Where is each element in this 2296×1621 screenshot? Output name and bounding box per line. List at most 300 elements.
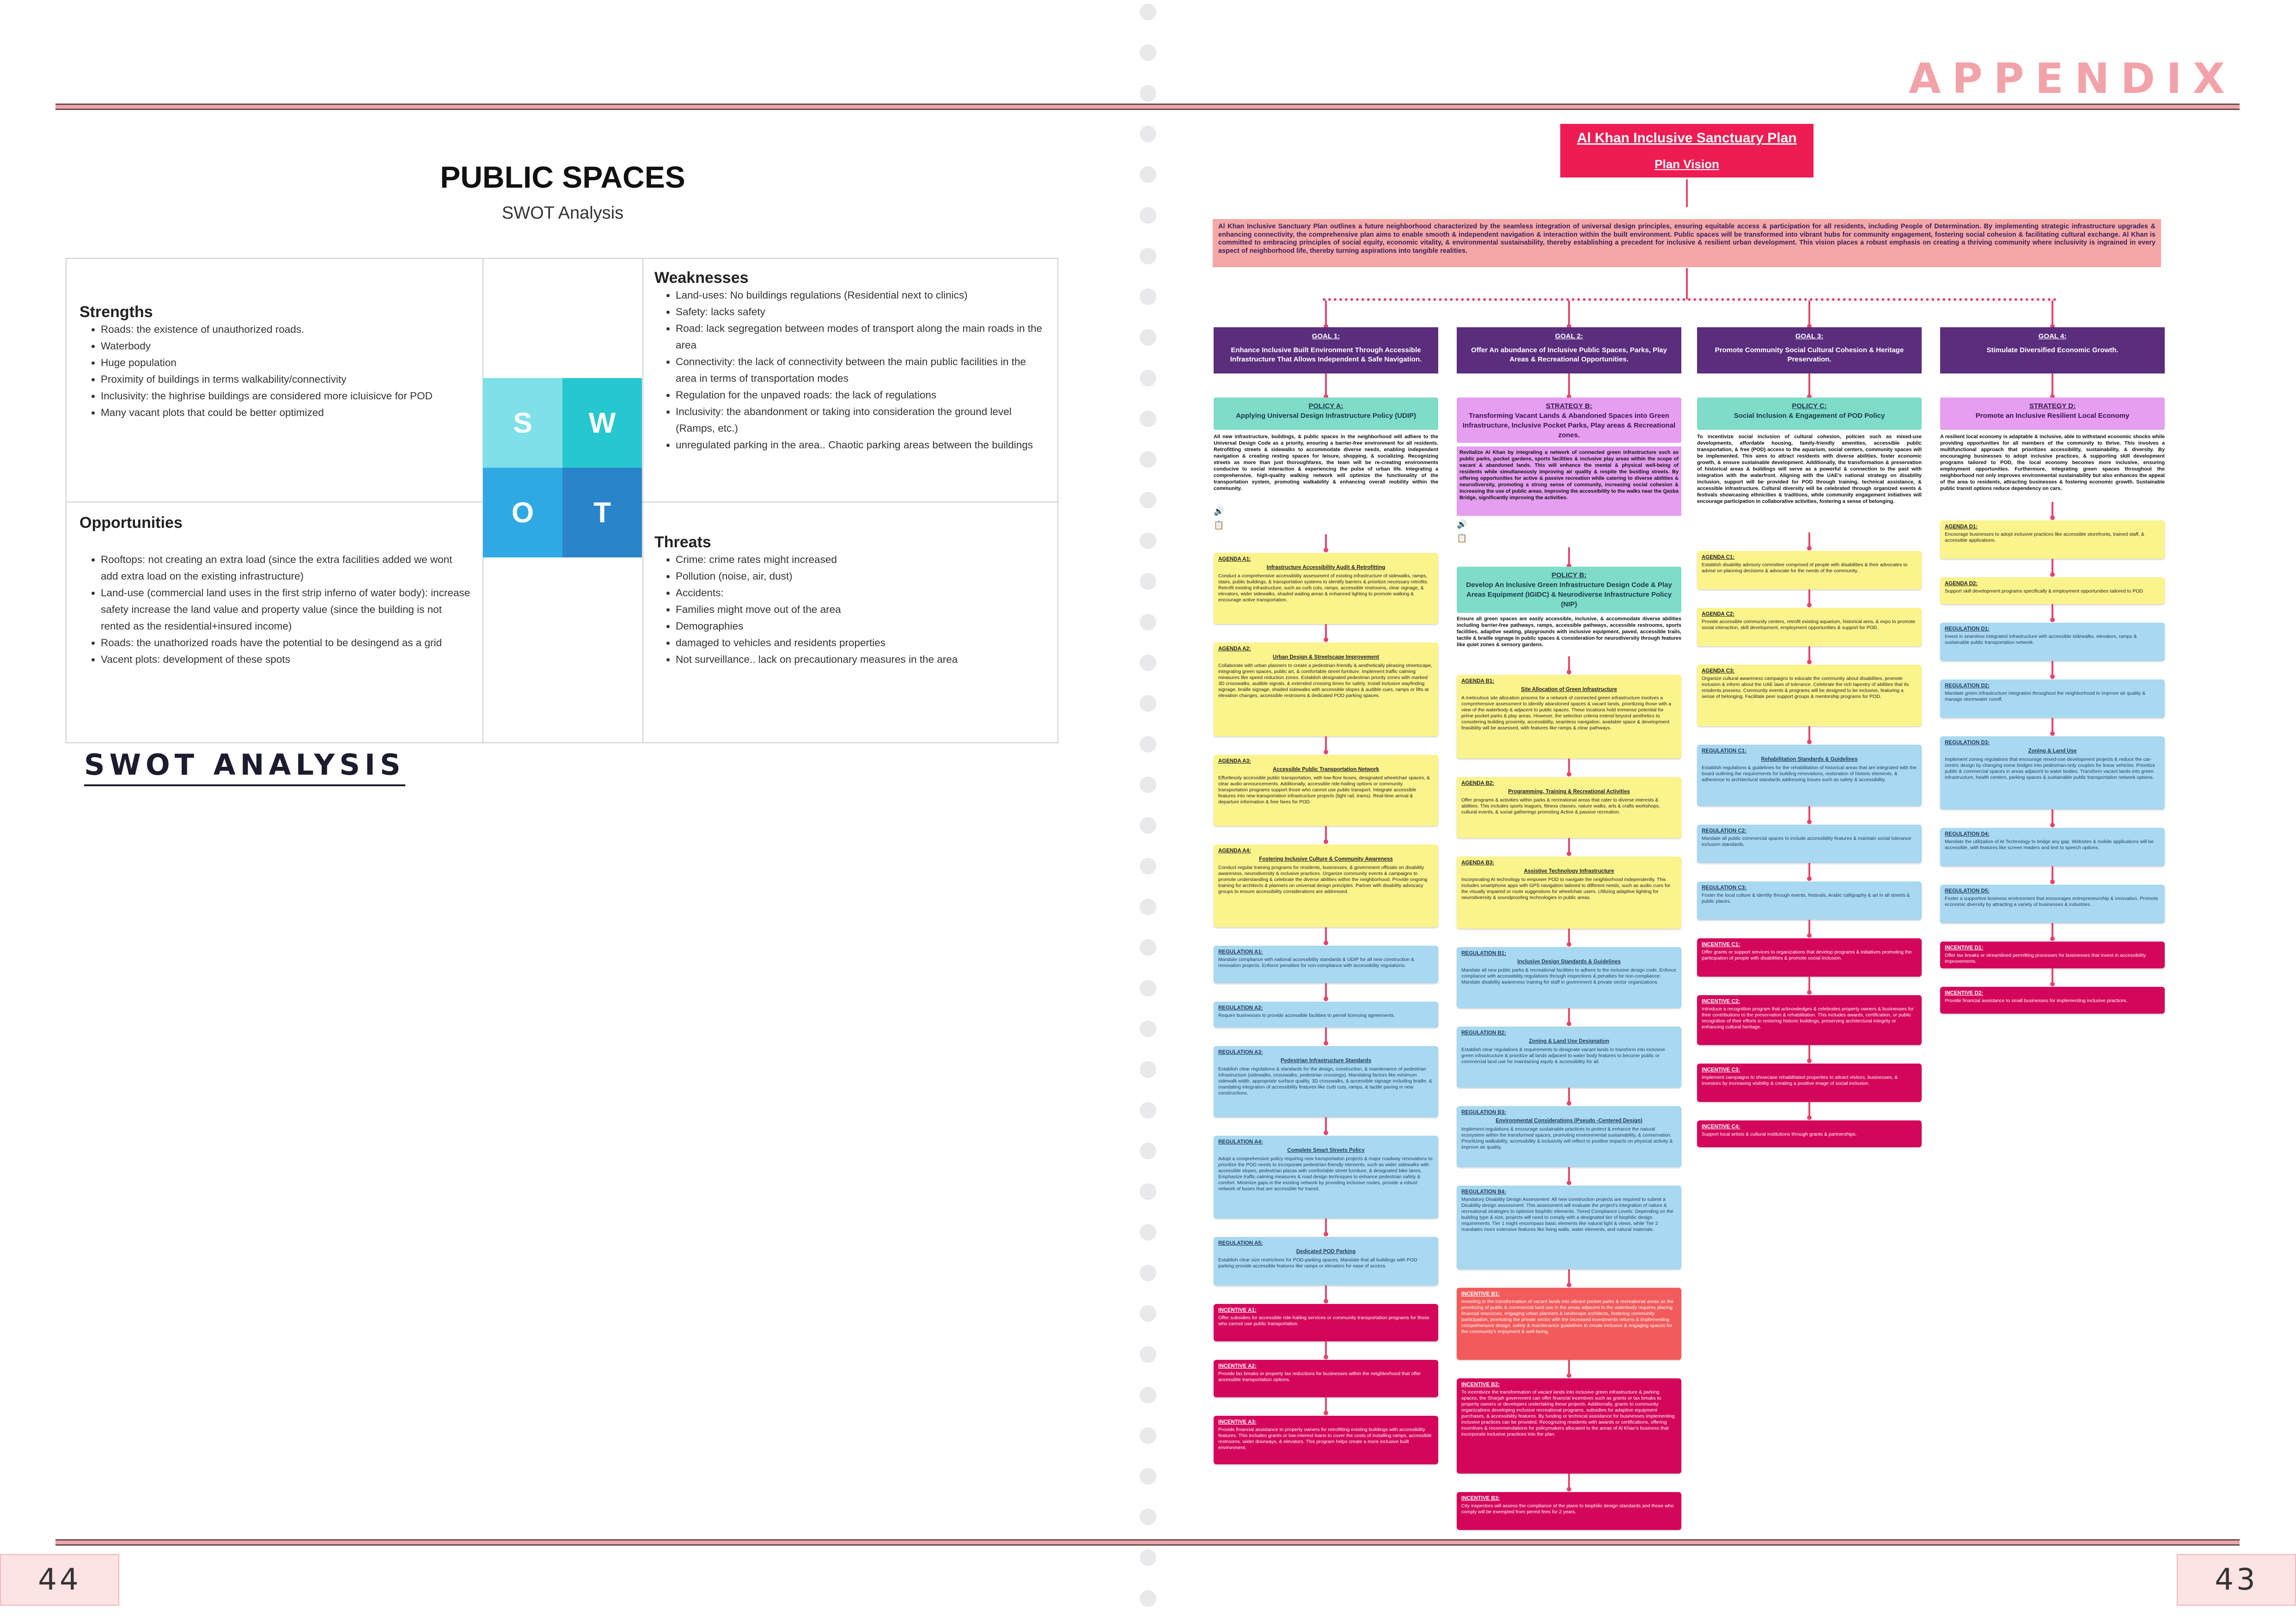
card-description: Establish clear size restrictions for POD-parking spaces. Mandate that all buildings with POD parking provide accessible features like ramps or elevators for ease of access. — [1218, 1257, 1417, 1269]
page-subtitle: SWOT Analysis — [501, 203, 624, 223]
policy-body: A resilient local economy is adaptable & inclusive, able to withstand economic shocks while providing opportunities for all members of the community to thrive. This involves a multifunctional approach that prioritizes accessibility, sustainability, & diversity. By encouraging businesses to adopt inclusive practices, & supporting skill development programs tailored to POD, the local economy becomes more inclusive, ensuring employment opportunities. Furthermore, integrating green spaces throughout the neighborhood not only improves environmental sustainability but also enhances the appeal of the area to residents, attracting businesses & fostering economic growth. Sustainable public transit options reduce dependency on cars. — [1940, 434, 2165, 491]
swot-tile-o: O — [483, 468, 562, 557]
page-number-left: 44 — [0, 1554, 119, 1606]
flow-connector-dot — [1807, 820, 1812, 824]
plan-card — [1214, 1046, 1438, 1117]
flow-connector-dot — [1807, 933, 1812, 938]
binder-ring — [1140, 980, 1156, 997]
weaknesses-item: • Safety: lacks safety — [676, 304, 1047, 320]
binder-ring — [1140, 1061, 1156, 1078]
flow-connector-dot — [1324, 1041, 1328, 1046]
plan-card — [1457, 1106, 1681, 1167]
card-description: Mandatory Disability Design Assessment: All new construction projects are required to submit a Disability design assessment. This assessment will evaluate the project's integration of nature & recreational strategies to optimize biophilic elements. Tiered Compliance Levels: Depending on the building type & size, projects will need to comply with a designated tier of biophilic design requirements. Tier 1 might encompass basic elements like natural light & views, while Tier 2 mandates more extensive features like living walls, water elements, and natural materials. — [1461, 1197, 1673, 1232]
card-label: REGULATION C2: — [1702, 828, 1746, 834]
card-label: INCENTIVE B3: — [1461, 1496, 1500, 1501]
speaker-icon: 🔊 — [1457, 520, 1467, 529]
weaknesses-item: • Inclusivity: the abandonment or taking into consideration the ground level (Ramps, etc.) — [676, 404, 1047, 437]
plan-card — [1940, 736, 2165, 809]
card-description: Conduct regular training programs for residents, businesses, & government officials on disability awareness, neurodiversity & inclusive practices. Organize community events & campaigns to promote understanding & celebrate the diverse abilities within the neighborhood. Provide ongoing training for architects & planners on universal design principles. Partner with disability advocacy groups to ensure accessibility considerations are addressed. — [1218, 865, 1428, 894]
card-label: INCENTIVE C1: — [1702, 942, 1740, 948]
policy-title: Develop An Inclusive Green Infrastructure Design Code & Play Areas Equipment (IGIDC) & Neurodiverse Infrastructure Policy (NIP) — [1466, 581, 1672, 608]
binder-ring — [1140, 44, 1156, 61]
binder-ring — [1140, 939, 1156, 956]
plan-card — [1697, 1120, 1922, 1147]
goal-box — [1457, 327, 1681, 373]
swot-tile-w: W — [562, 378, 642, 468]
card-description: Offer programs & activities within parks & recreational areas that cater to diverse interests & abilities. This includes sports leagues, fitness classes, nature walks, arts & crafts workshops, cultural events, & social gatherings promoting Active & passive recreation. — [1461, 797, 1660, 815]
binder-ring — [1140, 817, 1156, 834]
flow-connector-dot — [1567, 1022, 1571, 1026]
card-description: Foster the local culture & identity through events, festivals, Arabic calligraphy & art in all streets & public places. — [1702, 893, 1910, 904]
policy-header — [1697, 398, 1922, 430]
threats-item: • Pollution (noise, air, dust) — [676, 568, 1047, 585]
policy-body: All new infrastructure, buildings, & public spaces in the neighborhood will adhere to the Universal Design Code as a priority, ensuring a barrier-free environment for all residents. Retrofitting streets & sidewalks to accommodate diverse needs, enabling independent navigation & creating resting spaces for leisure, shopping, & socializing. Recognizing streets as more than just thoroughfares, the team will be re-creating environments conducive to social interaction & experiencing the pulse of urban life. Integrating a comprehensive, high-quality walking network will optimize the functionality of the transportation system, promoting walkability & enhancing overall mobility within the community. — [1214, 434, 1438, 491]
binder-ring — [1140, 1590, 1156, 1607]
flow-connector-dot — [1567, 942, 1571, 947]
flow-connector — [2052, 373, 2053, 397]
card-title: Accessible Public Transportation Network — [1272, 767, 1380, 772]
plan-card — [1214, 1304, 1438, 1341]
card-label: REGULATION A3: — [1218, 1050, 1263, 1055]
plan-card — [1457, 1186, 1681, 1269]
card-label: REGULATION A2: — [1218, 1005, 1263, 1011]
card-label: INCENTIVE A2: — [1218, 1364, 1257, 1369]
plan-card — [1457, 777, 1681, 838]
flow-connector-dot — [1567, 851, 1571, 856]
card-description: To incentivize the transformation of vacant lands into inclusive green infrastructure & parking spaces, the Sharjah government can offer financial incentives such as grants or tax breaks to property owners or developers undertaking these projects. Additionally, grants to community organizations developing inclusive recreational programs, subsidies for adaptive equipment purchases, & accessibility features. By funding or technical assistance for businesses implementing inclusive practices can be provided. Recognizing residents with awards or certifications, offering incentives & recommendations for policymakers allocated to the areas of Al Khan's business that incorporate inclusive practices into the plan. — [1461, 1389, 1675, 1437]
binder-ring — [1140, 573, 1156, 590]
card-label: REGULATION D1: — [1945, 626, 1990, 632]
weaknesses-title: Weaknesses — [654, 269, 749, 287]
card-label: AGENDA B3: — [1461, 860, 1495, 866]
card-title: Zoning & Land Use — [2028, 748, 2077, 754]
card-label: REGULATION C3: — [1702, 885, 1746, 891]
binder-ring — [1140, 655, 1156, 671]
goal-label: GOAL 3: — [1795, 332, 1824, 340]
policy-title: Applying Universal Design Infrastructure Policy (UDIP) — [1235, 412, 1417, 420]
card-description: Mandate green infrastructure integration throughout the neighborhood to improve air quality & manage stormwater runoff. — [1945, 691, 2146, 702]
goal-text: Promote Community Social Cultural Cohesion & Heritage Preservation. — [1715, 346, 1904, 363]
strengths-title: Strengths — [79, 303, 153, 321]
policy-label: POLICY C: — [1792, 402, 1827, 410]
flow-connector-dot — [2050, 572, 2055, 577]
flow-connector-dot — [1807, 546, 1812, 551]
binder-ring — [1140, 1387, 1156, 1403]
card-label: INCENTIVE D2: — [1945, 991, 1984, 996]
binder-ring — [1140, 1143, 1156, 1159]
plan-card — [1214, 1237, 1438, 1285]
flow-connector-dot — [2050, 982, 2055, 986]
card-description: Provide accessible community centers, retrofit existing aquarium, historical area, & expo to promote social interaction, skill development, employment opportunities & support for POD. — [1702, 619, 1916, 630]
binder-ring — [1140, 166, 1156, 183]
binder-ring — [1140, 4, 1156, 20]
binder-ring — [1140, 288, 1156, 305]
goal-label: GOAL 1: — [1312, 332, 1340, 340]
threats-title: Threats — [654, 533, 711, 551]
card-description: Foster a supportive business environment that encourages entrepreneurship & innovation. Promote economic diversity by attracting a variety of businesses & industries. — [1945, 896, 2158, 907]
flow-connector — [1808, 373, 1810, 397]
card-description: Introduce a recognition program that acknowledges & celebrates property owners & businesses for their contributions to the preservation & rehabilitation. This includes awards, certification, or public recognition of their efforts in restoring historic buildings, preserving architectural integrity or enhancing cultural heritage. — [1702, 1006, 1914, 1030]
card-label: INCENTIVE B2: — [1461, 1382, 1500, 1388]
flow-connector-dot — [2050, 731, 2055, 736]
card-description: Provide financial assistance to small businesses for implementing inclusive practices. — [1945, 998, 2128, 1003]
card-description: Collaborate with urban planners to create a pedestrian-friendly & aesthetically pleasing streetscape, integrating green spaces, public art, & comfortable street furniture. Implement traffic calming measures like speed reduction zones. Establish designated pedestrian priority zones with marked 3D crosswalks, audible signals, & extended crossing times for safety. Install inclusive wayfinding signage, braille signage, shaded sidewalks with accessible slopes & audible cues, ramps or lifts at elevation changes, accessible restrooms & dedicated POD parking spaces. — [1218, 663, 1432, 698]
opportunities-section — [79, 514, 472, 668]
binder-ring — [1140, 1183, 1156, 1200]
card-label: AGENDA A3: — [1218, 759, 1251, 764]
opportunities-title: Opportunities — [79, 514, 183, 532]
plan-card — [1214, 1416, 1438, 1464]
binder-ring — [1140, 1021, 1156, 1037]
plan-card — [1214, 553, 1438, 624]
flow-connector-dot — [1807, 603, 1812, 607]
swot-tile-s: S — [483, 378, 562, 468]
card-label: AGENDA D2: — [1945, 581, 1978, 587]
binder-ring — [1140, 899, 1156, 915]
policy-title: Social Inclusion & Engagement of POD Policy — [1734, 412, 1885, 420]
policy-body: Ensure all green spaces are easily accessible, inclusive, & accommodate diverse abilities including barrier-free pathways, ramps, accessible pathways, accessible restrooms, sports facilities, adaptive seating, playgrounds with inclusive equipment, paved, accessible trails, tactile & braille signage in public spaces & consideration for neurodiversity through features like quiet zones & sensory gardens. — [1457, 616, 1681, 648]
card-label: INCENTIVE B1: — [1461, 1291, 1500, 1297]
threats-item: • Accidents: — [676, 585, 1047, 601]
vision-connector — [1686, 179, 1688, 207]
card-label: REGULATION D3: — [1945, 740, 1990, 746]
card-label: AGENDA D1: — [1945, 524, 1978, 530]
weaknesses-item: • Regulation for the unpaved roads: the lack of regulations — [676, 387, 1047, 404]
flow-connector-dot — [2050, 823, 2055, 827]
strengths-list — [79, 321, 472, 421]
goal-box — [1697, 327, 1922, 373]
page-title: PUBLIC SPACES — [440, 160, 685, 194]
card-description: Organize cultural awareness campaigns to educate the community about disabilities, promote inclusion & inform about the UAE laws of tolerance. Celebrate the rich tapestry of abilities that its residents possess. Community events & programs will be designed to be inclusive, featuring a sense of belonging. Facilitate peer support groups & mentorship programs for POD. — [1702, 676, 1909, 699]
policy-label: POLICY A: — [1308, 402, 1343, 410]
weaknesses-section — [654, 269, 1047, 453]
opportunities-item: • Land-use (commercial land uses in the first strip inferno of water body): increase safety increase the land value and property value (since the building is not rented as the residential+insured income) — [101, 585, 472, 635]
threats-item: • Families might move out of the area — [676, 601, 1047, 618]
plan-card — [1214, 1136, 1438, 1218]
goal-text: Stimulate Diversified Economic Growth. — [1986, 346, 2119, 354]
card-description: Require businesses to provide accessible facilities to permit licensing agreements. — [1218, 1013, 1395, 1018]
flow-connector-dot — [1324, 637, 1328, 642]
card-description: Establish clear regulations & standards for the design, construction, & maintenance of pedestrian infrastructure (sidewalks, crosswalks, pedestrian crossings). Mandating factors like minimum sidewalk width, appropriate surface quality, 3D crosswalks, & accessible signage including braille, & mandating integration of accessibility features like curb cuts, ramps, & tactile paving in new constructions. — [1218, 1066, 1432, 1096]
threats-item: • damaged to vehicles and residents properties — [676, 635, 1047, 651]
card-label: AGENDA C1: — [1702, 555, 1735, 560]
plan-card — [1457, 856, 1681, 929]
clipboard-icon: 📋 — [1457, 533, 1467, 543]
flow-connector-dot — [1567, 1487, 1571, 1492]
card-label: AGENDA A2: — [1218, 646, 1251, 652]
plan-card — [1697, 745, 1922, 806]
plan-card — [1697, 995, 1922, 1045]
binder-ring — [1140, 777, 1156, 793]
plan-card — [1457, 947, 1681, 1008]
binder-ring — [1140, 207, 1156, 224]
strengths-item: • Inclusivity: the highrise buildings are considered more icluisicve for POD — [101, 388, 472, 404]
flow-connector-dot — [1324, 1411, 1328, 1415]
opportunities-item: • Roads: the unathorized roads have the potential to be desingend as a grid — [101, 635, 472, 651]
card-description: Mandate all public commercial spaces to include accessibility features & maintain social tolerance inclusion standards. — [1702, 836, 1911, 847]
policy-body: Revitalize Al Khan by integrating a network of connected green infrastructure such as public parks, pocket gardens, sports facilities & inclusive play areas within the scope of vacant & abandoned lands. This will enhance the mental & physical well-being of residents while simultaneously improving air quality & respite the bustling streets. By offering opportunities for active & passive recreation while catering to diverse abilities & neurodiversity, promoting a strong sense of community, increasing social cohesion & increasing the use of public areas. Improving the accessibility to the walks near the Qasba Bridge, significantly improving the activities. — [1457, 447, 1681, 516]
binder-ring — [1140, 85, 1156, 102]
card-label: REGULATION B1: — [1461, 951, 1506, 956]
card-label: AGENDA A4: — [1218, 848, 1251, 854]
card-description: Support local artists & cultural institutions through grants & partnerships. — [1702, 1132, 1857, 1137]
binder-ring — [1140, 126, 1156, 142]
flow-connector-dot — [2050, 880, 2055, 884]
flow-connector — [1808, 300, 1810, 326]
flow-connector-dot — [1807, 990, 1812, 995]
goal-label: GOAL 2: — [1555, 332, 1583, 340]
flow-connector-dot — [1567, 772, 1571, 777]
flow-connector-dot — [1324, 1131, 1328, 1135]
weaknesses-list — [654, 287, 1047, 453]
threats-item: • Not surveillance.. lack on precautionary measures in the area — [676, 651, 1047, 668]
card-label: REGULATION A1: — [1218, 949, 1263, 955]
goal-text: Offer An abundance of Inclusive Public Spaces, Parks, Play Areas & Recreational Opportunities. — [1471, 346, 1667, 363]
card-label: INCENTIVE C4: — [1702, 1124, 1740, 1130]
goal-box — [1940, 327, 2165, 373]
plan-card — [1697, 938, 1922, 977]
plan-card — [1457, 1378, 1681, 1474]
card-description: Provide tax breaks or property tax reductions for businesses within the neighborhood that offer accessible transportation options. — [1218, 1371, 1421, 1382]
flow-connector-dot — [1807, 660, 1812, 664]
policy-label: STRATEGY B: — [1545, 402, 1593, 410]
card-label: REGULATION D4: — [1945, 832, 1990, 837]
weaknesses-item: • Connectivity: the lack of connectivity between the main public facilities in the area in terms of transportation modes — [676, 354, 1047, 387]
card-title: Assistive Technology Infrastructure — [1524, 869, 1614, 874]
policy-label: STRATEGY D: — [2029, 402, 2076, 410]
card-description: Mandate all new public parks & recreational facilities to adhere to the inclusive design code. Enforce compliance with accessibility regulations through inspections & penalties for non-compliance. Mandate disability awareness training for staff in government & private sector organizations. — [1461, 967, 1676, 985]
flow-connector-dot — [1807, 740, 1812, 744]
binder-ring — [1140, 410, 1156, 427]
plan-card — [1697, 881, 1922, 920]
threats-section — [654, 533, 1047, 668]
binder-ring — [1140, 1468, 1156, 1485]
card-label: INCENTIVE C3: — [1702, 1067, 1740, 1073]
binder-ring — [1140, 1224, 1156, 1241]
card-label: REGULATION D5: — [1945, 888, 1990, 894]
strengths-item: • Many vacant plots that could be better optimized — [101, 404, 472, 421]
flow-connector — [1325, 300, 1327, 326]
policy-body: To incentivize social inclusion of cultural cohesion, policies such as mixed-use developments, affordable housing, family-friendly amenities, accessible public transportation, & free (POD) access to the aquarium, social centers, community spaces will be implemented. This aims to attract residents with diverse abilities, foster economic growth, & ensure sustainable development. Additionally, the transformation & preservation of historical areas & buildings will serve as a powerful & connection to the past with integration with the waterfront. Aligning with the UAE's national strategy on disability inclusion, support will be provided for POD through training, technical assistance, & accessible infrastructure. Cultural diversity will be celebrated through organized events & festivals showcasing ethnicities & traditions, while community engagement initiatives will encourage participation in collaborative activities, fostering a sense of belonging. — [1697, 434, 1922, 504]
plan-card — [1214, 844, 1438, 927]
card-label: REGULATION B3: — [1461, 1110, 1506, 1115]
opportunities-list — [79, 551, 472, 668]
plan-card — [1940, 885, 2165, 923]
card-description: Effortlessly accessible public transportation, with low-floor buses, designated wheelchair spaces, & clear audio announcements. Additionally, accessible ride-hailing options or community transportation programs support those who cannot use public transport. Integrate accessible features into new transportation infrastructure projects (light rail, trams). Real-time arrival & departure information & free fares for POD. — [1218, 775, 1430, 805]
plan-card — [1940, 987, 2165, 1014]
flow-connector-dot — [1324, 548, 1328, 552]
flow-connector-dot — [1324, 1232, 1328, 1236]
flow-connector-dot — [2050, 936, 2055, 941]
threats-item: • Crime: crime rates might increased — [676, 551, 1047, 568]
plan-title-box — [1560, 124, 1814, 177]
card-description: Support skill development programs specifically & employment opportunities tailored to POD — [1945, 588, 2143, 594]
plan-card — [1940, 679, 2165, 718]
plan-card — [1214, 946, 1438, 983]
card-title: Fostering Inclusive Culture & Community Awareness — [1259, 856, 1393, 862]
card-title: Urban Design & Streetscape Improvement — [1272, 655, 1380, 660]
plan-card — [1697, 608, 1922, 646]
flow-connector-dot — [2050, 674, 2055, 679]
card-description: Offer grants or support services to organizations that develop programs & initiatives promoting the participation of people with disabilities & promote social inclusion. — [1702, 949, 1912, 961]
plan-card — [1697, 551, 1922, 589]
card-title: Site Allocation of Green Infrastructure — [1521, 687, 1617, 692]
card-label: INCENTIVE C2: — [1702, 999, 1740, 1004]
card-description: Establish clear regulations & requirements to designate vacant lands to transform into inclusive green infrastructure & prioritize all lands adjacent to water body features to become public or commercial land use for maintaining equity & accessibility for all. — [1461, 1047, 1665, 1064]
card-title: Complete Smart Streets Policy — [1287, 1148, 1365, 1153]
card-description: Incorporating AI technology to empower POD to navigate the neighborhood independently. This includes smartphone apps with GPS navigation tailored to different needs, such as audio cues for the visually impaired or route suggestions for wheelchair users. Utilizing adaptive lighting for neurodiversity & soundproofing technologies in public areas. — [1461, 877, 1671, 900]
flow-connector — [1568, 300, 1570, 326]
goal-label: GOAL 4: — [2038, 332, 2067, 340]
card-description: A meticulous site allocation process for a network of connected green infrastructure involves a comprehensive assessment to identify abandoned spaces & vacant lands, prioritizing those with a view of the waterbody & adjacent to public spaces. These locations hold immense potential for prime pocket parks & play areas. However, the selection criteria extend beyond aesthetics to considering building proximity, accessibility, seamless navigation, available space & development feasibility will be assessed, with features like ramps & clear pathways. — [1461, 695, 1672, 731]
plan-card — [1214, 1002, 1438, 1028]
weaknesses-item: • unregulated parking in the area.. Chaotic parking areas between the buildings — [676, 437, 1047, 453]
flow-connector-dot — [1567, 1101, 1571, 1106]
card-description: Invest in seamless integrated infrastructure with accessible sidewalks, elevators, ramps & sustainable public transportation network. — [1945, 634, 2137, 645]
policy-header — [1940, 398, 2165, 430]
card-description: Encourage businesses to adopt inclusive practices like accessible storefronts, trained staff, & accessible applications. — [1945, 532, 2144, 543]
binder-ring — [1140, 248, 1156, 264]
flow-connector-dot — [1324, 941, 1328, 945]
flow-connector-dot — [1567, 1181, 1571, 1185]
card-label: AGENDA A1: — [1218, 557, 1251, 562]
flow-connector — [1325, 373, 1327, 397]
goal-box — [1214, 327, 1438, 373]
strengths-item: • Huge population — [101, 355, 472, 371]
flow-connector-dot — [1324, 1299, 1328, 1303]
card-title: Pedestrian Infrastructure Standards — [1280, 1058, 1372, 1064]
plan-card — [1214, 755, 1438, 826]
strengths-item: • Roads: the existence of unauthorized roads. — [101, 321, 472, 338]
binder-ring — [1140, 1427, 1156, 1444]
card-description: City inspectors will assess the compliance of the plans to biophilic design standards and those who comply will be exempted from permit fees for 2 years. — [1461, 1503, 1674, 1515]
swot-table — [66, 258, 1058, 743]
binder-ring — [1140, 1346, 1156, 1363]
plan-card — [1697, 1064, 1922, 1102]
card-description: Conduct a comprehensive accessibility assessment of existing infrastructure of sidewalks, ramps, stairs, public buildings, & transportation systems to identify barriers & prioritize necessary retrofits. Retrofit existing infrastructure, such as curb cuts, ramps, accessible restrooms, clear signage, & elevators, wider sidewalks, shaded waiting areas & enhanced lighting to promote walking & encourage active transportation. — [1218, 573, 1429, 603]
card-description: Offer subsidies for accessible ride-hailing services or community transportation programs for those who cannot use public transportation. — [1218, 1315, 1429, 1327]
goals-connector — [1323, 298, 2057, 301]
plan-card — [1940, 577, 2165, 604]
plan-card — [1697, 665, 1922, 726]
vision-statement: Al Khan Inclusive Sanctuary Plan outlines a future neighborhood characterized by the seamless integration of universal design principles, ensuring equitable access & participation for all residents, including People of Determination. By implementing strategic infrastructure upgrades & enhancing connectivity, the comprehensive plan aims to enable smooth & independent navigation & interaction within the built environment. Public spaces will be transformed into vibrant hubs for community engagement, fostering social cohesion & facilitating cultural exchange. Al Khan is committed to embracing principles of social equity, economic vitality, & environmental sustainability, thereby establishing a precedent for inclusive & resilient urban development. This vision places a robust emphasis on creating a thriving community where inclusivity is ingrained in every aspect of neighborhood life, thereby turning aspirations into tangible realities. — [1213, 219, 2161, 267]
flow-connector-dot — [2050, 515, 2055, 520]
card-label: REGULATION A4: — [1218, 1139, 1263, 1145]
flow-connector — [2052, 300, 2053, 326]
binder-ring — [1140, 492, 1156, 508]
card-description: Establish regulations & guidelines for the rehabilitation of historical areas that are integrated with the board outlining the requirements for building renovations, restoration of historic elements, & adherence to architectural standards addressing issues such as safety & accessibility. — [1702, 765, 1917, 783]
flow-connector-dot — [1324, 997, 1328, 1001]
binder-ring — [1140, 695, 1156, 712]
flow-connector-dot — [1324, 750, 1328, 754]
speaker-icon: 🔊 — [1214, 507, 1224, 516]
threats-list — [654, 551, 1047, 668]
flow-connector-dot — [1807, 1058, 1812, 1063]
binder-ring — [1140, 1549, 1156, 1566]
flow-connector-dot — [1807, 1115, 1812, 1120]
binder-ring — [1140, 614, 1156, 630]
clipboard-icon: 📋 — [1214, 520, 1224, 530]
plan-card — [1697, 825, 1922, 863]
plan-vision-label: Plan Vision — [1655, 157, 1719, 171]
swot-tile-t: T — [562, 468, 642, 557]
binder-ring — [1140, 370, 1156, 386]
binder-ring — [1140, 1265, 1156, 1281]
card-label: AGENDA C2: — [1702, 612, 1735, 617]
card-title: Inclusive Design Standards & Guidelines — [1517, 959, 1621, 965]
flow-connector-dot — [1567, 670, 1571, 674]
flow-connector-dot — [1567, 1373, 1571, 1378]
card-label: INCENTIVE A3: — [1218, 1419, 1257, 1425]
card-description: Implement zoning regulations that encourage mixed-use development projects & reduce the car-centric design by changing some bridges into pedestrian-only couples for linear vehicles. Prioritize public & commercial spaces in areas adjacent to water bodies. Transform vacant lands into green infrastructure, health centers, parking spaces & sustainable public transportation network options. — [1945, 757, 2156, 780]
card-label: AGENDA B1: — [1461, 679, 1495, 684]
swot-analysis-heading: SWOT ANALYSIS — [84, 748, 405, 786]
binder-ring — [1140, 1305, 1156, 1322]
plan-card — [1457, 1492, 1681, 1530]
card-description: Mandate compliance with national accessibility standards & UDIP for all new construction & renovation projects. Enforce penalties for non-compliance with accessibility regulations. — [1218, 957, 1415, 968]
binder-ring — [1140, 329, 1156, 346]
card-label: REGULATION C1: — [1702, 748, 1746, 754]
plan-card — [1457, 675, 1681, 759]
flow-connector — [1568, 373, 1570, 397]
card-description: Mandate the utilization of AI Technology to bridge any gap. Websites & mobile applications will be accessible, with features like screen readers and text to speech options. — [1945, 839, 2154, 850]
strengths-item: • Waterbody — [101, 338, 472, 355]
binder-ring — [1140, 858, 1156, 875]
plan-card — [1214, 642, 1438, 736]
plan-card — [1940, 623, 2165, 661]
opportunities-item: • Rooftops: not creating an extra load (since the extra facilities added we wont add extra load on the existing infrastructure) — [101, 551, 472, 585]
plan-card — [1940, 942, 2165, 968]
card-title: Programming, Training & Recreational Activities — [1508, 789, 1630, 795]
binder-ring — [1140, 451, 1156, 468]
binder-ring — [1140, 532, 1156, 549]
policy-header — [1457, 567, 1681, 613]
plan-card — [1457, 1027, 1681, 1088]
threats-item: • Demographies — [676, 618, 1047, 635]
binder-ring — [1140, 1102, 1156, 1119]
bottom-divider — [55, 1539, 2240, 1546]
policy-label: POLICY B: — [1551, 571, 1587, 579]
policy-title: Promote an Inclusive Resilient Local Economy — [1975, 412, 2130, 420]
plan-card — [1940, 520, 2165, 559]
plan-card — [1457, 1288, 1681, 1360]
policy-header — [1214, 398, 1438, 430]
flow-connector-dot — [1324, 1355, 1328, 1359]
plan-card — [1940, 828, 2165, 866]
binder-ring — [1140, 736, 1156, 752]
weaknesses-item: • Land-uses: No buildings regulations (Residential next to clinics) — [676, 287, 1047, 304]
card-description: Adopt a comprehensive policy requiring new transportation projects & major roadway renovations to prioritize the POD needs to incorporate pedestrian-friendly elements, such as wider sidewalks with accessible slopes, pedestrian plazas with comfortable street furniture, & designated bike lanes. Emphasize traffic calming measures & road design techniques to enhance pedestrian safety & comfort. Minimize gaps in the existing network by providing inclusive routes, provide a robust network of buses that are accessible for transit. — [1218, 1156, 1433, 1192]
policy-header — [1457, 398, 1681, 443]
appendix-heading: APPENDIX — [1909, 55, 2236, 103]
goal-text: Enhance Inclusive Built Environment Through Accessible Infrastructure That Allows Independent & Safe Navigation. — [1230, 346, 1422, 363]
card-description: Implement regulations & encourage sustainable practices to protect & enhance the natural ecosystem within the transformed spaces, promoting environmental sustainability, & conservation. Prioritizing walkability, accessibility & inclusivity will reflect to positive impacts on physical activity & improve air quality. — [1461, 1126, 1673, 1150]
card-description: Provide financial assistance to property owners for retrofitting existing buildings with accessibility features. This includes grants or low-interest loans to cover the costs of installing ramps, accessible restrooms, wider doorways, & elevators. This program helps create a more inclusive built environment. — [1218, 1427, 1432, 1450]
card-label: INCENTIVE A1: — [1218, 1308, 1257, 1313]
card-description: Investing in the transformation of vacant lands into vibrant pocket parks & recreational areas as the prioritizing of public & commercial land use in the areas adjacent to the waterbody requires placing financial resources, engaging urban planners & landscape architects, fostering community participation, promoting the private sector with the increased investments returns & implementing comprehensive design, safety & maintenance guidelines to create inclusive & engaging spaces for the community's enjoyment & well-being. — [1461, 1299, 1674, 1334]
strengths-item: • Proximity of buildings in terms walkability/connectivity — [101, 371, 472, 388]
weaknesses-item: • Road: lack segregation between modes of transport along the main roads in the area — [676, 320, 1047, 354]
card-title: Zoning & Land Use Designation — [1529, 1039, 1609, 1044]
card-description: Offer tax breaks or streamlined permitting processes for businesses that invest in accessibility improvements. — [1945, 953, 2146, 964]
card-label: AGENDA C3: — [1702, 668, 1735, 674]
card-title: Infrastructure Accessibility Audit & Retrofitting — [1266, 565, 1386, 570]
flow-connector-dot — [1324, 839, 1328, 844]
binder-ring — [1140, 1509, 1156, 1525]
flow-connector-dot — [1807, 876, 1812, 881]
card-label: REGULATION D2: — [1945, 683, 1990, 689]
card-description: Establish disability advisory committee comprised of people with disabilities & their advocates to advise on planning decisions & advocate for the needs of the community. — [1702, 562, 1908, 574]
